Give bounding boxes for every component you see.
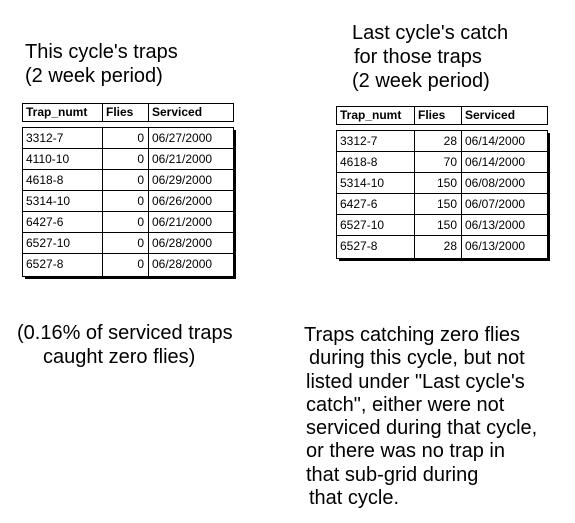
note-line: that cycle. bbox=[309, 487, 400, 510]
serviced-cell: 06/07/2000 bbox=[465, 197, 526, 211]
table-row bbox=[23, 191, 233, 212]
serviced-cell: 06/29/2000 bbox=[152, 173, 213, 187]
serviced-cell: 06/13/2000 bbox=[465, 239, 526, 253]
explanation-note bbox=[303, 324, 537, 510]
table-row bbox=[337, 131, 547, 152]
this-cycle-caption-line1: This cycle's traps bbox=[25, 41, 178, 63]
flies-cell: 28 bbox=[443, 134, 457, 148]
flies-cell: 0 bbox=[137, 194, 144, 208]
table-body bbox=[22, 127, 234, 277]
table-header bbox=[336, 106, 548, 125]
serviced-cell: 06/14/2000 bbox=[465, 134, 526, 148]
trap-number-cell: 6527-8 bbox=[26, 257, 64, 271]
flies-cell: 0 bbox=[137, 131, 144, 145]
serviced-cell: 06/28/2000 bbox=[152, 236, 213, 250]
table-row bbox=[337, 173, 547, 194]
table-row bbox=[23, 254, 233, 275]
table-header bbox=[22, 103, 234, 122]
serviced-cell: 06/21/2000 bbox=[152, 152, 213, 166]
flies-cell: 70 bbox=[443, 155, 457, 169]
table-row bbox=[23, 149, 233, 170]
serviced-cell: 06/13/2000 bbox=[465, 218, 526, 232]
header-serviced: Serviced bbox=[152, 105, 203, 119]
header-flies: Flies bbox=[418, 108, 446, 122]
serviced-cell: 06/27/2000 bbox=[152, 131, 213, 145]
trap-number-cell: 6427-6 bbox=[26, 215, 64, 229]
trap-number-cell: 4618-8 bbox=[26, 173, 64, 187]
header-serviced: Serviced bbox=[465, 108, 516, 122]
note-line: that sub-grid during bbox=[306, 463, 479, 486]
trap-number-cell: 6427-6 bbox=[340, 197, 378, 211]
trap-number-cell: 3312-7 bbox=[340, 134, 378, 148]
trap-number-cell: 4618-8 bbox=[340, 155, 378, 169]
note-line: caught zero flies) bbox=[43, 346, 196, 368]
flies-cell: 0 bbox=[137, 173, 144, 187]
last-cycle-table bbox=[336, 106, 548, 261]
serviced-cell: 06/08/2000 bbox=[465, 176, 526, 190]
table-row bbox=[337, 236, 547, 257]
flies-cell: 0 bbox=[137, 236, 144, 250]
last-cycle-caption-line2: for those traps bbox=[354, 46, 482, 68]
serviced-cell: 06/21/2000 bbox=[152, 215, 213, 229]
table-row bbox=[337, 194, 547, 215]
flies-cell: 28 bbox=[443, 239, 457, 253]
trap-number-cell: 6527-10 bbox=[26, 236, 71, 250]
flies-cell: 0 bbox=[137, 215, 144, 229]
note-line: Traps catching zero flies bbox=[304, 324, 521, 346]
note-line: or there was no trap in bbox=[306, 440, 505, 463]
serviced-cell: 06/14/2000 bbox=[465, 155, 526, 169]
header-flies: Flies bbox=[106, 105, 134, 119]
this-cycle-caption bbox=[25, 40, 178, 88]
table-row bbox=[337, 152, 547, 173]
serviced-cell: 06/26/2000 bbox=[152, 194, 213, 208]
trap-number-cell: 6527-10 bbox=[340, 218, 385, 232]
table-row bbox=[337, 215, 547, 236]
this-cycle-table bbox=[22, 103, 234, 279]
table-row bbox=[23, 233, 233, 254]
header-trap-number: Trap_numt bbox=[340, 108, 402, 122]
table-row bbox=[23, 170, 233, 191]
trap-number-cell: 5314-10 bbox=[26, 194, 71, 208]
note-line: serviced during that cycle, bbox=[306, 417, 538, 440]
trap-number-cell: 6527-8 bbox=[340, 239, 378, 253]
flies-cell: 150 bbox=[436, 197, 457, 211]
note-line: catch", either were not bbox=[306, 393, 505, 416]
flies-cell: 0 bbox=[137, 152, 144, 166]
note-line: listed under "Last cycle's bbox=[306, 370, 525, 393]
trap-number-cell: 5314-10 bbox=[340, 176, 385, 190]
flies-cell: 150 bbox=[436, 218, 457, 232]
trap-number-cell: 4110-10 bbox=[26, 152, 70, 166]
zero-catch-percentage-note bbox=[17, 321, 233, 369]
last-cycle-caption-line3: (2 week period) bbox=[352, 70, 490, 92]
last-cycle-caption bbox=[352, 21, 508, 93]
flies-cell: 0 bbox=[137, 257, 144, 271]
table-body bbox=[336, 130, 548, 259]
note-line: during this cycle, but not bbox=[309, 347, 525, 370]
flies-cell: 150 bbox=[436, 176, 457, 190]
trap-number-cell: 3312-7 bbox=[26, 131, 64, 145]
table-row bbox=[23, 128, 233, 149]
serviced-cell: 06/28/2000 bbox=[152, 257, 213, 271]
table-row bbox=[23, 212, 233, 233]
note-line: (0.16% of serviced traps bbox=[17, 322, 233, 344]
header-trap-number: Trap_numt bbox=[26, 105, 88, 119]
this-cycle-caption-line2: (2 week period) bbox=[25, 65, 163, 87]
last-cycle-caption-line1: Last cycle's catch bbox=[352, 22, 509, 44]
